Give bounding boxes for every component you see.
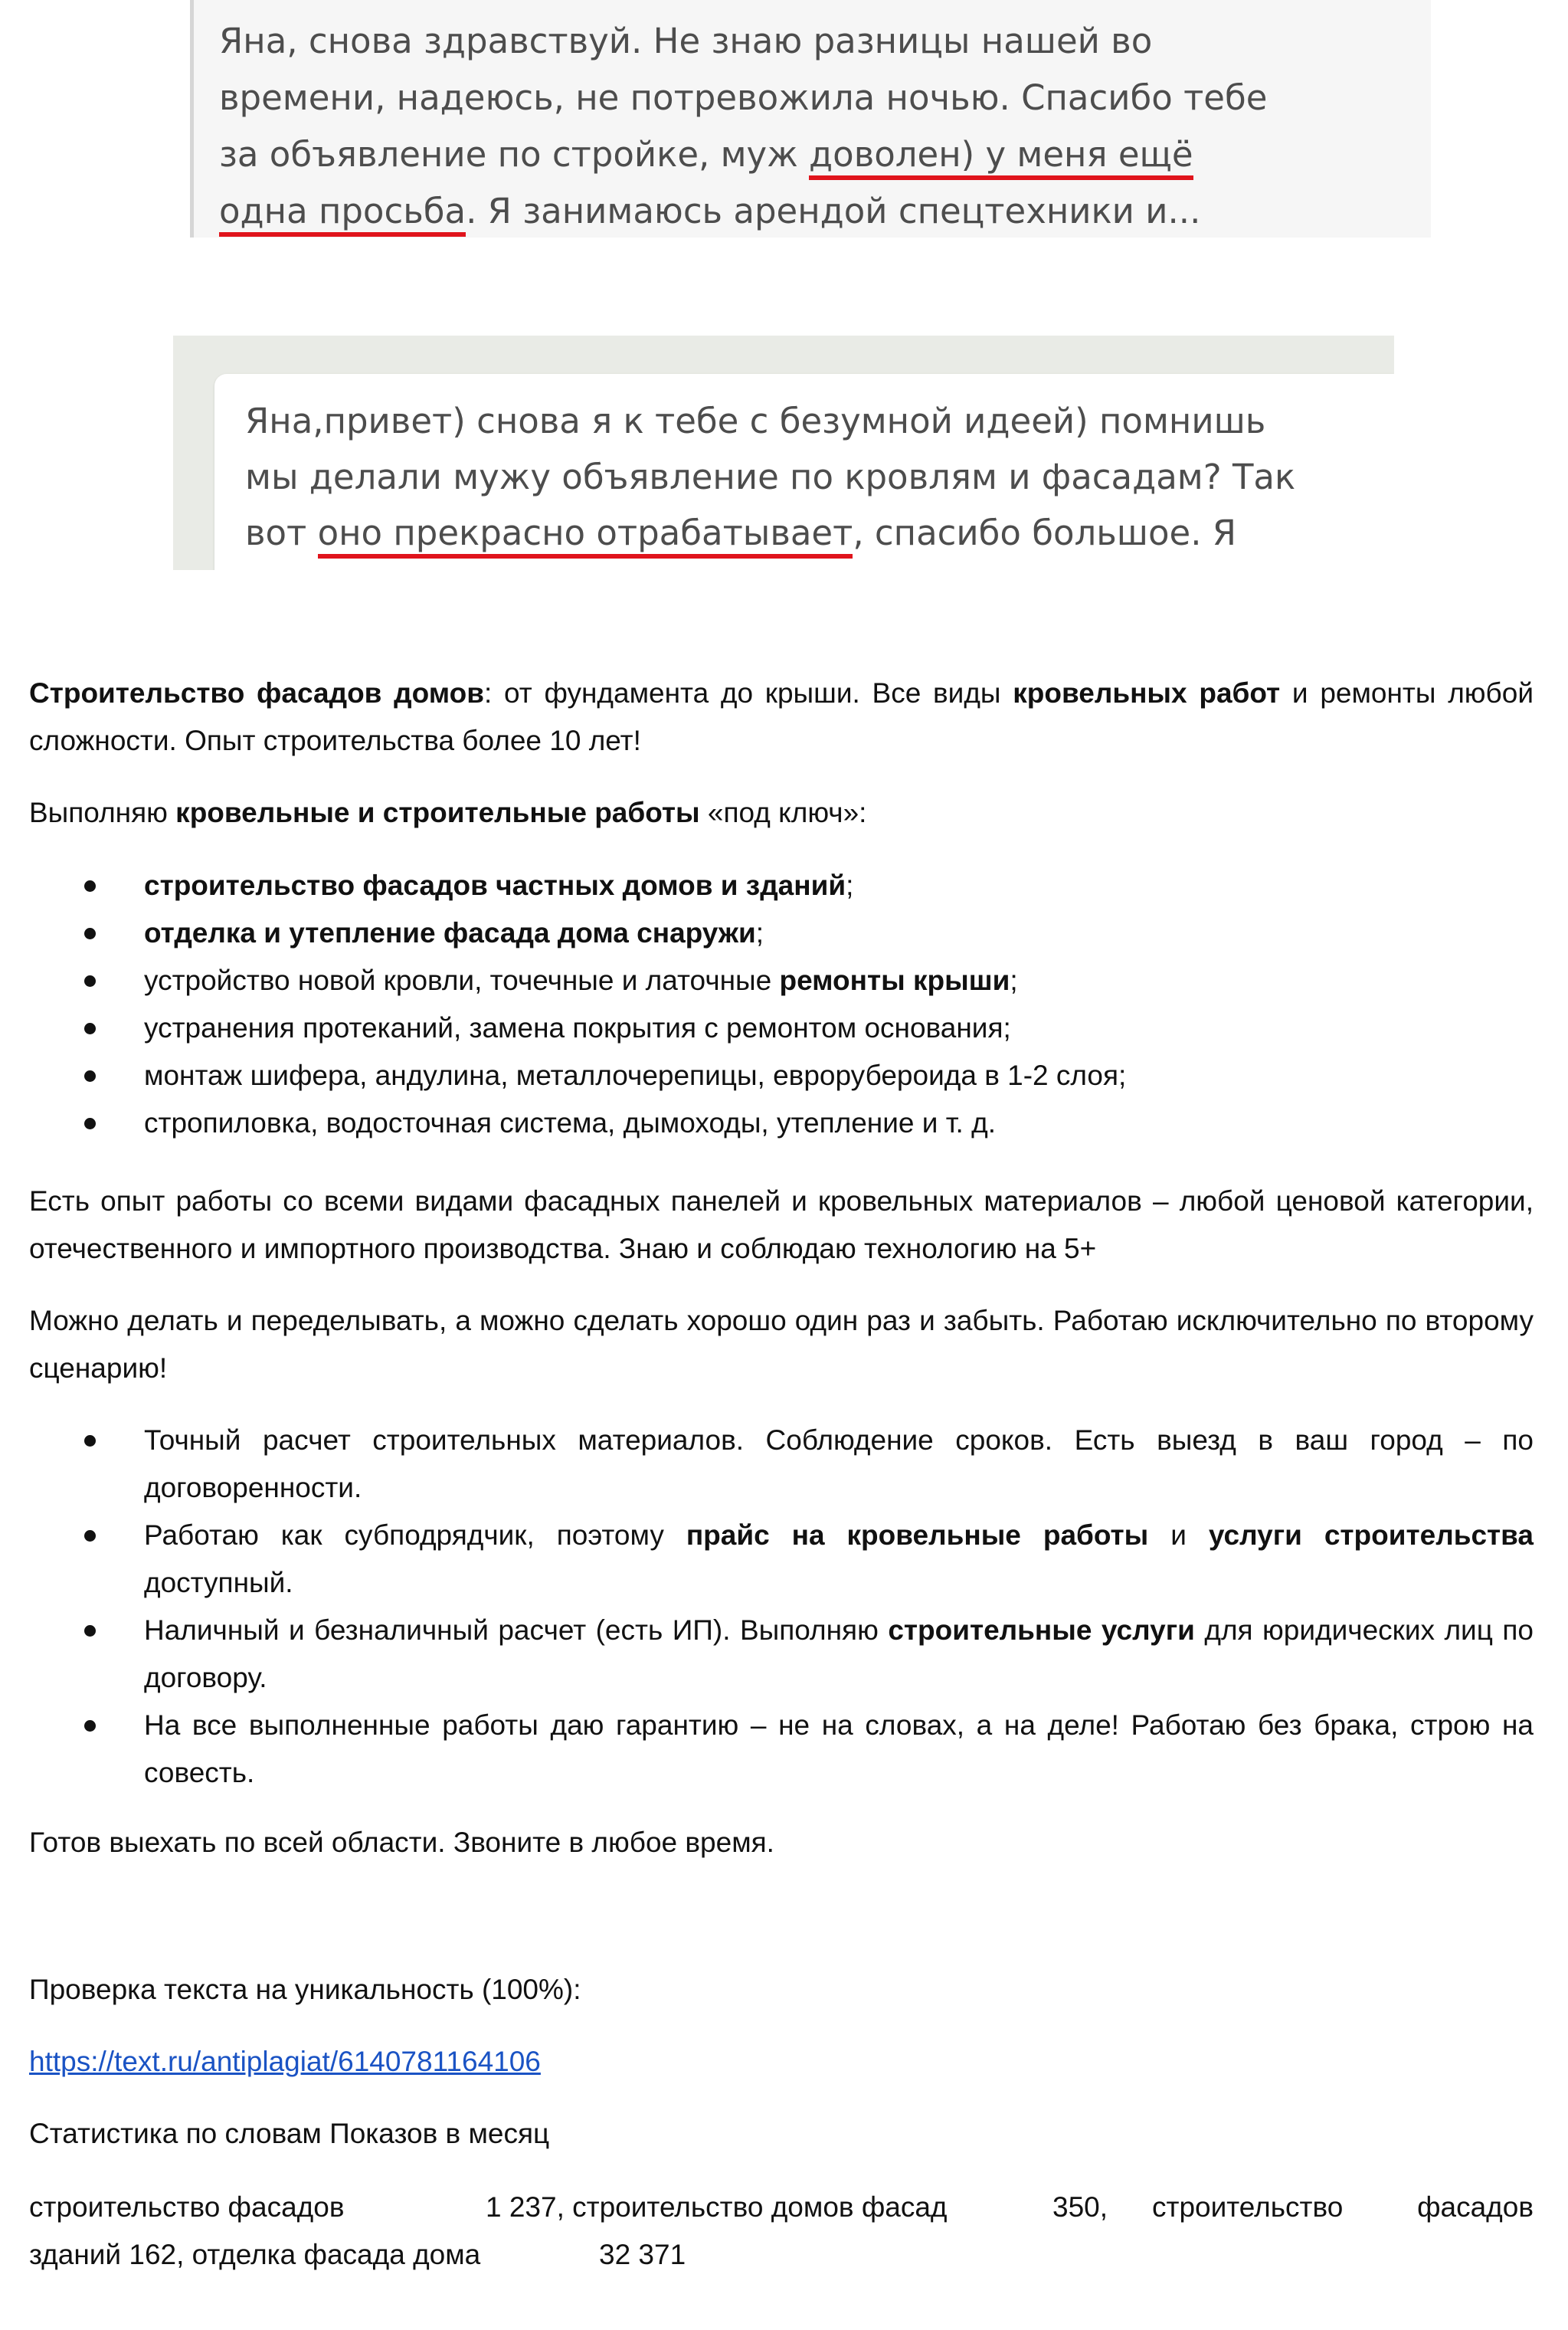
chat-screenshot-1 bbox=[190, 0, 1431, 238]
list-item bbox=[29, 862, 1534, 909]
bullet-icon bbox=[84, 1720, 96, 1732]
turnkey-paragraph bbox=[29, 789, 1534, 837]
stats-header: Статистика по словам Показов в месяц bbox=[29, 2118, 550, 2149]
list-item-text: Точный расчет строительных материалов. Соблюдение сроков. Есть выезд в ваш город – по договоренности. bbox=[144, 1424, 1534, 1503]
list-item-rest: ; bbox=[1010, 965, 1018, 996]
intro-bold-roofing: кровельных работ bbox=[1013, 677, 1281, 709]
list-item bbox=[29, 1702, 1534, 1797]
list-item-bold: отделка и утепление фасада дома снаружи bbox=[144, 917, 756, 949]
list-item bbox=[29, 1417, 1534, 1512]
chat2-line-3 bbox=[245, 506, 1236, 561]
list-item-rest: доступный. bbox=[144, 1567, 293, 1598]
chat-screenshot-2 bbox=[173, 336, 1394, 570]
chat2-line-1: Яна,привет) снова я к тебе с безумной идеей) помнишь bbox=[245, 401, 1266, 441]
stats-keyword-1: строительство фасадов bbox=[29, 2191, 345, 2223]
chat2-line-3-post: , спасибо большое. Я bbox=[853, 513, 1237, 553]
list-item-pre: устройство новой кровли, точечные и латочные bbox=[144, 965, 780, 996]
list-item bbox=[29, 1099, 1534, 1147]
list-item bbox=[29, 1004, 1534, 1052]
stats-keyword-3b: фасадов bbox=[1417, 2191, 1534, 2223]
list-item-bold-services: услуги строительства bbox=[1208, 1519, 1534, 1551]
list-item-pre: Работаю как субподрядчик, поэтому bbox=[144, 1519, 686, 1551]
chat1-underlined-pleased: доволен) у меня ещё bbox=[809, 134, 1193, 180]
chat1-line-1: Яна, снова здравствуй. Не знаю разницы нашей во bbox=[219, 21, 1153, 61]
list-item-rest: ; bbox=[755, 917, 764, 949]
stats-value-2: 350, bbox=[1052, 2191, 1108, 2223]
chat1-underlined-request: одна просьба bbox=[219, 191, 466, 237]
bullet-icon bbox=[84, 1070, 96, 1082]
bullet-icon bbox=[84, 1118, 96, 1129]
uniqueness-link[interactable]: https://text.ru/antiplagiat/6140781164106 bbox=[29, 2046, 541, 2077]
list-item-bold: строительство фасадов частных домов и зданий bbox=[144, 870, 846, 901]
bullet-icon bbox=[84, 1530, 96, 1542]
list-item-bold: строительные услуги bbox=[888, 1614, 1195, 1646]
list-item-pre: Наличный и безналичный расчет (есть ИП). Выполняю bbox=[144, 1614, 889, 1646]
list-item bbox=[29, 1512, 1534, 1607]
list-item-text: устранения протеканий, замена покрытия с ремонтом основания; bbox=[144, 1012, 1011, 1044]
turnkey-bold: кровельные и строительные работы bbox=[175, 797, 700, 828]
ready-paragraph: Готов выехать по всей области. Звоните в любое время. bbox=[29, 1827, 774, 1858]
chat2-bubble bbox=[214, 374, 1394, 570]
list-item-rest: для юридических лиц по договору. bbox=[144, 1614, 1534, 1693]
bullet-icon bbox=[84, 1435, 96, 1447]
list-item-bold-price: прайс на кровельные работы bbox=[686, 1519, 1149, 1551]
experience-paragraph: Есть опыт работы со всеми видами фасадных панелей и кровельных материалов – любой ценовой категории, отечественного и импортного производства. Знаю и соблюдаю технологию на 5+ bbox=[29, 1185, 1534, 1264]
stats-line-2: зданий 162, отделка фасада дома bbox=[29, 2239, 481, 2270]
list-item-text: монтаж шифера, андулина, металлочерепицы, еврорубероида в 1-2 слоя; bbox=[144, 1060, 1127, 1091]
uniqueness-label: Проверка текста на уникальность (100%): bbox=[29, 1974, 581, 2005]
stats-value-1: 1 237, строительство домов фасад bbox=[486, 2191, 948, 2223]
stats-values bbox=[29, 2184, 1534, 2279]
list-item-mid: и bbox=[1148, 1519, 1209, 1551]
scenario-paragraph: Можно делать и переделывать, а можно сделать хорошо один раз и забыть. Работаю исключительно по второму сценарию! bbox=[29, 1305, 1534, 1384]
list-item bbox=[29, 1607, 1534, 1702]
chat1-line-3-text: за объявление по стройке, муж bbox=[219, 134, 810, 175]
intro-bold-facades: Строительство фасадов домов bbox=[29, 677, 484, 709]
list-item bbox=[29, 1052, 1534, 1099]
turnkey-text-2: «под ключ»: bbox=[699, 797, 867, 828]
intro-text-1: : от фундамента до крыши. Все виды bbox=[484, 677, 1013, 709]
chat2-line-2: мы делали мужу объявление по кровлям и фасадам? Так bbox=[245, 457, 1296, 497]
services-list bbox=[29, 862, 1534, 1147]
list-item-bold: ремонты крыши bbox=[779, 965, 1010, 996]
chat1-line-4-text: . Я занимаюсь арендой спецтехники и... bbox=[466, 191, 1201, 231]
stats-keyword-3a: строительство bbox=[1152, 2191, 1344, 2223]
list-item bbox=[29, 957, 1534, 1004]
advantages-list bbox=[29, 1417, 1534, 1797]
bullet-icon bbox=[84, 928, 96, 939]
turnkey-text-1: Выполняю bbox=[29, 797, 176, 828]
list-item bbox=[29, 909, 1534, 957]
chat2-underlined-works: оно прекрасно отрабатывает bbox=[318, 513, 853, 559]
list-item-text: стропиловка, водосточная система, дымоходы, утепление и т. д. bbox=[144, 1107, 996, 1139]
chat2-line-3-pre: вот bbox=[245, 513, 318, 553]
bullet-icon bbox=[84, 1023, 96, 1034]
bullet-icon bbox=[84, 975, 96, 987]
chat1-line-3 bbox=[219, 127, 1193, 182]
chat1-line-2: времени, надеюсь, не потревожила ночью. Спасибо тебе bbox=[219, 77, 1268, 118]
uniqueness-link-line bbox=[29, 2038, 1534, 2086]
list-item-rest: ; bbox=[846, 870, 854, 901]
chat1-line-4 bbox=[219, 184, 1200, 239]
list-item-text: На все выполненные работы даю гарантию – не на словах, а на деле! Работаю без брака, строю на совесть. bbox=[144, 1709, 1534, 1788]
stats-value-4: 32 371 bbox=[599, 2239, 686, 2270]
bullet-icon bbox=[84, 1625, 96, 1637]
intro-text-2: и ремонты любой сложности. Опыт строительства более 10 лет! bbox=[29, 677, 1534, 756]
bullet-icon bbox=[84, 880, 96, 892]
intro-paragraph bbox=[29, 670, 1534, 765]
